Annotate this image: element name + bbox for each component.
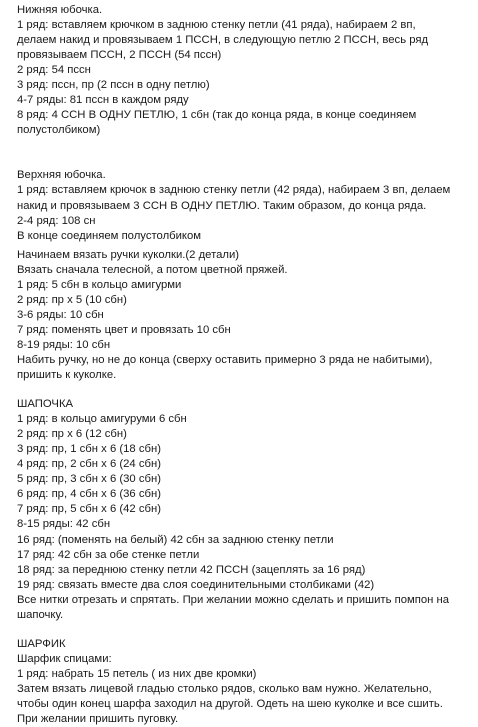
text-line: 1 ряд: вставляем крючок в заднюю стенку петли (42 ряда), набираем 3 вп, делаем xyxy=(17,184,451,197)
section-doll-arms xyxy=(17,248,472,383)
text-line: Набить ручку, но не до конца (сверху оставить примерно 3 ряда не набитыми), xyxy=(17,353,433,366)
text-line: 8-19 ряды: 10 сбн xyxy=(17,338,111,351)
section-title-scarf: ШАРФИК xyxy=(17,637,66,650)
text-line: 16 ряд: (поменять на белый) 42 сбн за заднюю стенку петли xyxy=(17,533,334,546)
text-line: провязываем ПССН, 2 ПССН (54 пссн) xyxy=(17,49,222,62)
text-line: 4 ряд: пр, 2 сбн х 6 (24 сбн) xyxy=(17,458,161,471)
text-line: шапочку. xyxy=(17,608,64,621)
text-line: чтобы один конец шарфа заходил на другой. Одеть на шею куколке и все сшить. xyxy=(17,697,443,710)
text-line: 2 ряд: пр х 5 (10 сбн) xyxy=(17,293,127,306)
text-line: 3-6 ряды: 10 сбн xyxy=(17,308,104,321)
text-line: пришить к куколке. xyxy=(17,369,117,382)
text-line: 1 ряд: вставляем крючком в заднюю стенку петли (41 ряда), набираем 2 вп, xyxy=(17,19,416,32)
section-title-lower-skirt: Нижняя юбочка. xyxy=(17,4,103,16)
text-line: полустолбиком) xyxy=(17,124,101,137)
text-line: 2 ряд: пр х 6 (12 сбн) xyxy=(17,428,127,441)
text-line: В конце соединяем полустолбиком xyxy=(17,229,202,242)
text-line: Затем вязать лицевой гладью столько рядов, сколько вам нужно. Желательно, xyxy=(17,682,432,695)
text-line: 2 ряд: 54 пссн xyxy=(17,64,91,77)
text-line: 18 ряд: за переднюю стенку петли 42 ПССН (зацеплять за 16 ряд) xyxy=(17,563,366,576)
section-spacer xyxy=(17,623,472,637)
text-line: 1 ряд: набрать 15 петель ( из них две кромки) xyxy=(17,667,257,680)
text-line: 1 ряд: в кольцо амигуруми 6 сбн xyxy=(17,413,187,426)
text-line: 8-15 ряды: 42 сбн xyxy=(17,518,111,531)
text-line: накид и провязываем 3 ССН В ОДНУ ПЕТЛЮ. Таким образом, до конца ряда. xyxy=(17,199,427,212)
text-line: 6 ряд: пр, 4 сбн х 6 (36 сбн) xyxy=(17,488,161,501)
text-line: 4-7 ряды: 81 пссн в каждом ряду xyxy=(17,94,189,107)
text-line: Шарфик спицами: xyxy=(17,652,112,665)
section-title-upper-skirt: Верхняя юбочка. xyxy=(17,169,106,182)
text-line: 5 ряд: пр, 3 сбн х 6 (30 сбн) xyxy=(17,473,161,486)
section-lower-skirt xyxy=(17,3,472,138)
text-line: 17 ряд: 42 сбн за обе стенке петли xyxy=(17,548,200,561)
text-line: 3 ряд: пссн, пр (2 пссн в одну петлю) xyxy=(17,79,210,92)
text-line: 7 ряд: пр, 5 сбн х 6 (42 сбн) xyxy=(17,503,161,516)
section-spacer xyxy=(17,138,472,168)
section-scarf xyxy=(17,637,472,727)
text-line: 1 ряд: 5 сбн в кольцо амигурми xyxy=(17,278,182,291)
section-upper-skirt xyxy=(17,168,472,243)
text-line: 7 ряд: поменять цвет и провязать 10 сбн xyxy=(17,323,231,336)
text-line: При желании пришить пуговку. xyxy=(17,713,179,726)
text-line: 19 ряд: связать вместе два слоя соединительными столбиками (42) xyxy=(17,578,375,591)
text-line: 3 ряд: пр, 1 сбн х 6 (18 сбн) xyxy=(17,443,161,456)
section-title-hat: ШАПОЧКА xyxy=(17,398,74,411)
text-line: 2-4 ряд: 108 сн xyxy=(17,214,96,227)
text-line: делаем накид и провязываем 1 ПССН, в следующую петлю 2 ПССН, весь ряд xyxy=(17,34,429,47)
section-title-doll-arms: Начинаем вязать ручки куколки.(2 детали) xyxy=(17,248,240,261)
text-line: 8 ряд: 4 ССН В ОДНУ ПЕТЛЮ, 1 сбн (так до конца ряда, в конце соединяем xyxy=(17,109,417,122)
section-hat xyxy=(17,397,472,623)
section-spacer xyxy=(17,383,472,397)
text-line: Все нитки отрезать и спрятать. При желании можно сделать и пришить помпон на xyxy=(17,593,450,606)
text-line: Вязать сначала телесной, а потом цветной пряжей. xyxy=(17,263,288,276)
